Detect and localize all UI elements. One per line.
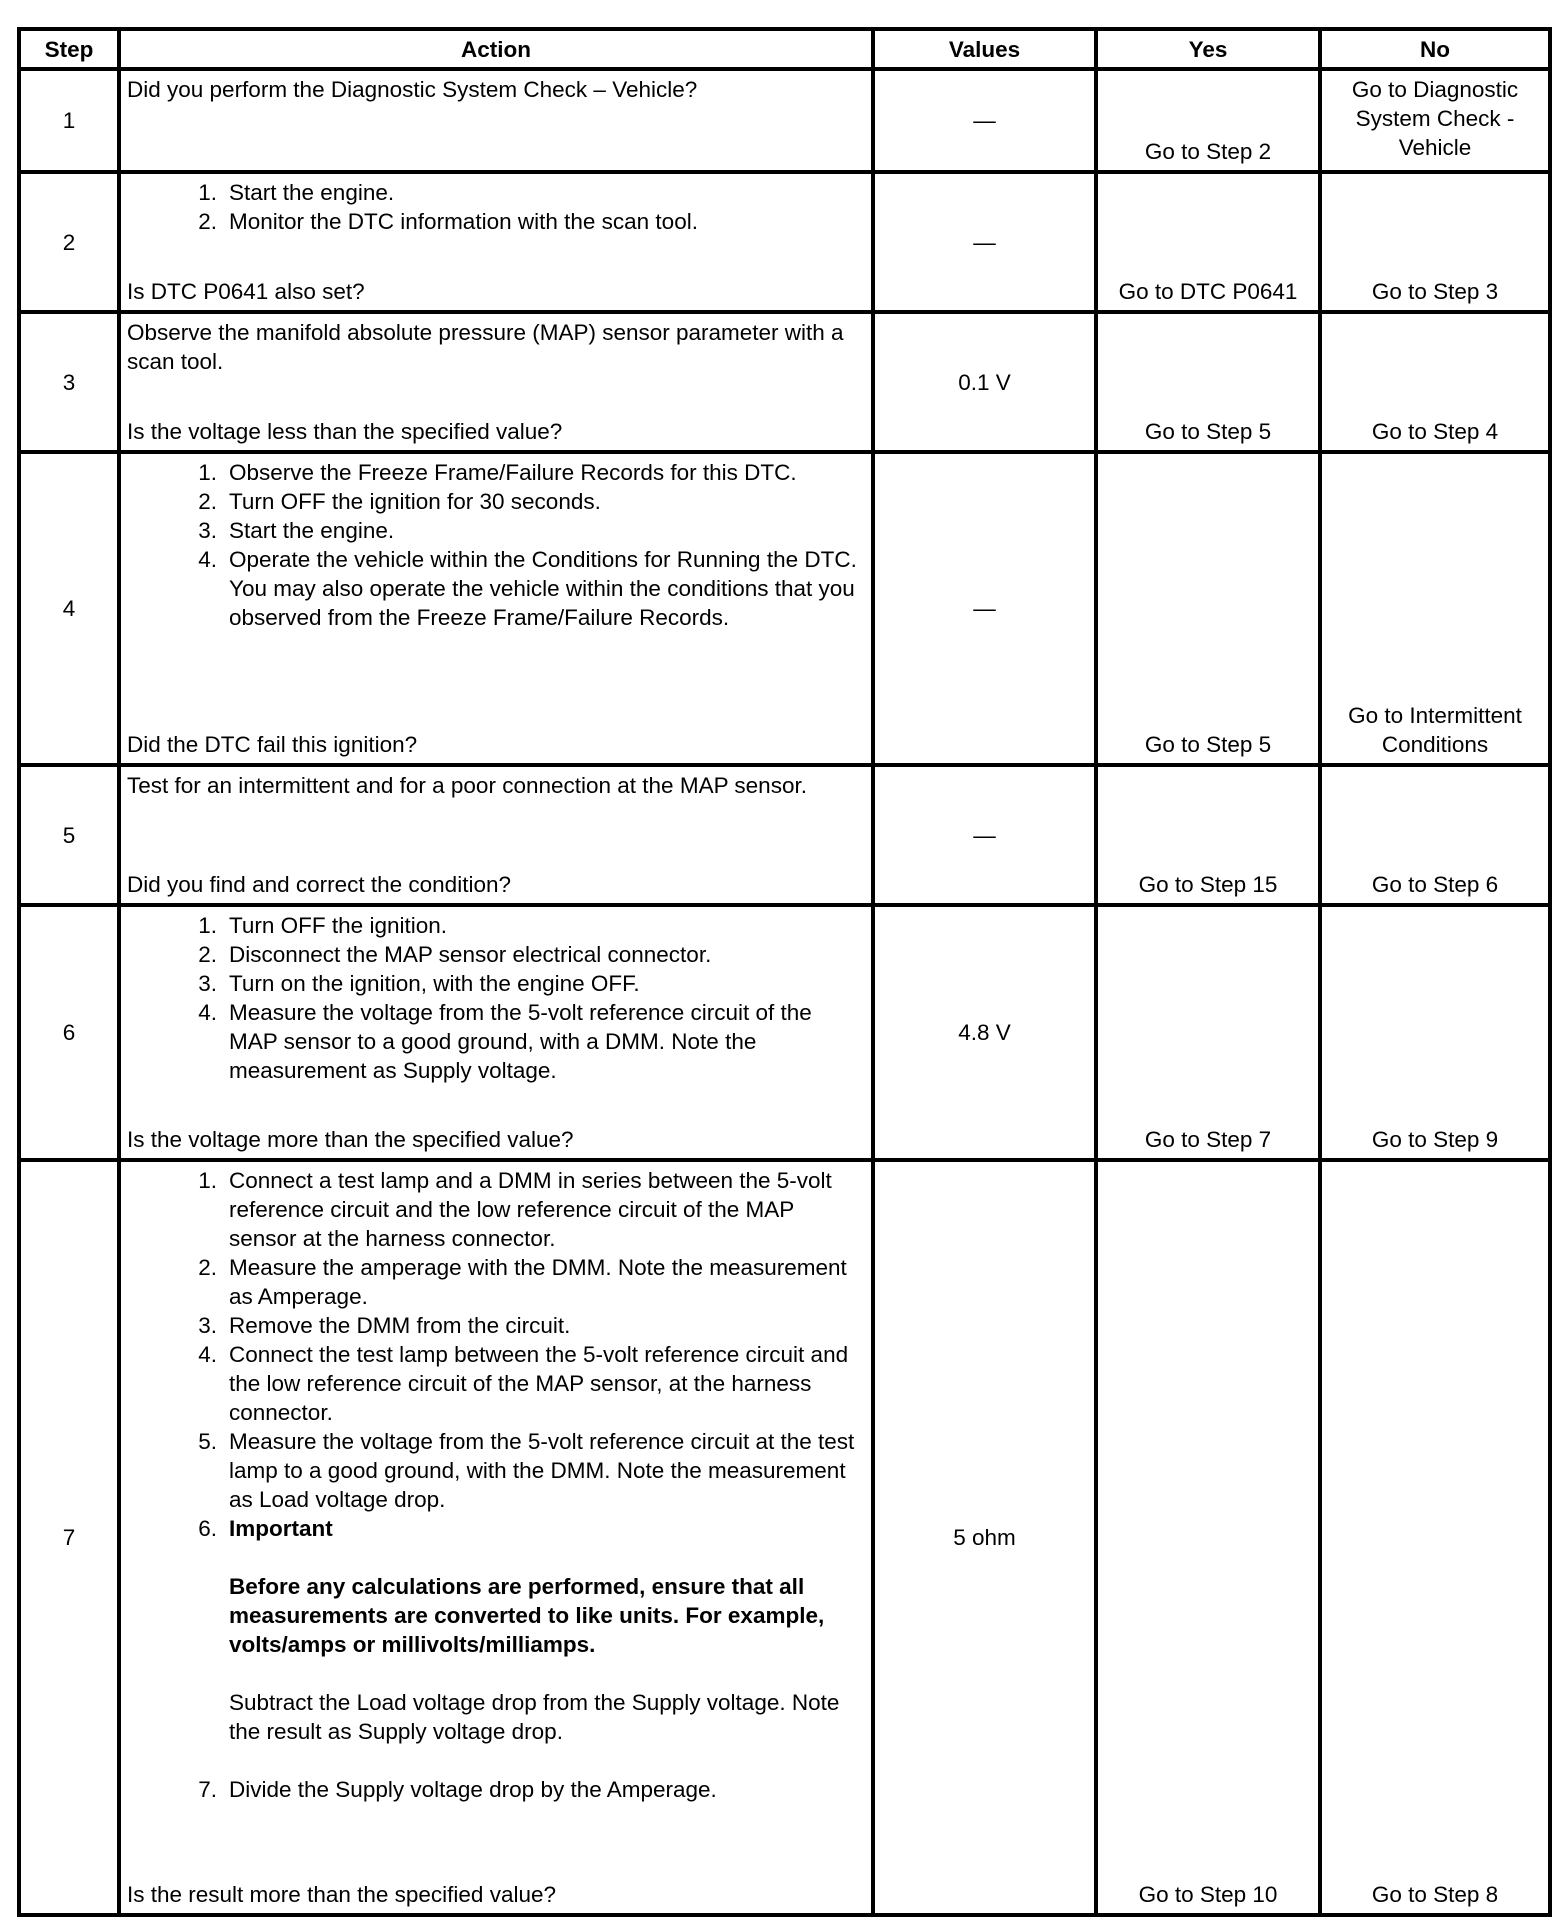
no-cell: Go to Step 6 [1320, 765, 1550, 905]
subtract-note: Subtract the Load voltage drop from the Supply voltage. Note the result as Supply voltage drop. [229, 1690, 840, 1744]
important-note: Before any calculations are performed, ensure that all measurements are converted to like units. For example, volts/amps or millivolts/milliamps. [229, 1574, 825, 1657]
list-item: 1. Start the engine. [198, 180, 395, 205]
action-cell [119, 452, 873, 765]
yes-cell: Go to Step 7 [1096, 905, 1320, 1160]
action-question: Is the voltage more than the specified value? [127, 1127, 574, 1152]
important-label: Important [229, 1516, 333, 1541]
action-cell [119, 765, 873, 905]
yes-cell: Go to Step 10 [1096, 1160, 1320, 1915]
action-question: Is the voltage less than the specified value? [127, 419, 563, 444]
no-cell: Go to Diagnostic System Check - Vehicle [1320, 69, 1550, 172]
no-cell: Go to Step 4 [1320, 312, 1550, 452]
value-cell: — [873, 69, 1096, 172]
no-cell: Go to Step 9 [1320, 905, 1550, 1160]
action-question: Is DTC P0641 also set? [127, 279, 365, 304]
step-number: 5 [19, 765, 119, 905]
table-row [19, 765, 1550, 905]
no-cell: Go to Intermittent Conditions [1320, 452, 1550, 765]
yes-cell: Go to Step 2 [1096, 69, 1320, 172]
header-values: Values [873, 29, 1096, 69]
yes-cell: Go to DTC P0641 [1096, 172, 1320, 312]
diagnostic-table-page [17, 27, 1548, 1917]
value-cell: 4.8 V [873, 905, 1096, 1160]
list-item: 5. Measure the voltage from the 5-volt reference circuit at the test lamp to a good ground, with the DMM. Note the measurement as Load voltage drop. [198, 1429, 855, 1512]
action-cell [119, 312, 873, 452]
step-number: 2 [19, 172, 119, 312]
value-cell: — [873, 452, 1096, 765]
table-row [19, 172, 1550, 312]
action-steps [127, 458, 863, 632]
header-row [19, 29, 1550, 69]
action-text: Observe the manifold absolute pressure (MAP) sensor parameter with a scan tool. [127, 320, 844, 374]
action-steps [127, 178, 863, 236]
list-item: 6. Important Before any calculations are performed, ensure that all measurements are converted to like units. For example, volts/amps or millivolts/milliamps. Subtract the Load voltage drop from the Supply voltage. Note the result as Supply voltage drop. [127, 1514, 863, 1775]
yes-cell: Go to Step 5 [1096, 312, 1320, 452]
step-number: 7 [19, 1160, 119, 1915]
list-item: 1. Observe the Freeze Frame/Failure Records for this DTC. [198, 460, 797, 485]
header-action: Action [119, 29, 873, 69]
yes-cell: Go to Step 5 [1096, 452, 1320, 765]
action-cell [119, 69, 873, 172]
value-cell: — [873, 765, 1096, 905]
action-question: Is the result more than the specified value? [127, 1882, 556, 1907]
action-text: Did you perform the Diagnostic System Check – Vehicle? [127, 77, 698, 102]
list-item: 2. Monitor the DTC information with the scan tool. [198, 209, 698, 234]
header-no: No [1320, 29, 1550, 69]
list-item: 2. Disconnect the MAP sensor electrical connector. [198, 942, 712, 967]
list-item: 2. Measure the amperage with the DMM. Note the measurement as Amperage. [198, 1255, 847, 1309]
list-item: 4. Measure the voltage from the 5-volt reference circuit of the MAP sensor to a good ground, with a DMM. Note the measurement as Supply voltage. [198, 1000, 812, 1083]
action-question: Did the DTC fail this ignition? [127, 732, 418, 757]
step-number: 3 [19, 312, 119, 452]
list-item: 4. Operate the vehicle within the Conditions for Running the DTC. You may also operate the vehicle within the conditions that you observed from the Freeze Frame/Failure Records. [198, 547, 857, 630]
action-text: Test for an intermittent and for a poor connection at the MAP sensor. [127, 773, 807, 798]
action-steps [127, 1166, 863, 1804]
yes-cell: Go to Step 15 [1096, 765, 1320, 905]
list-item: 3. Turn on the ignition, with the engine OFF. [198, 971, 640, 996]
table-row [19, 69, 1550, 172]
value-cell: — [873, 172, 1096, 312]
list-item: 1. Turn OFF the ignition. [198, 913, 448, 938]
list-item: 3. Start the engine. [198, 518, 395, 543]
list-item: 7. Divide the Supply voltage drop by the Amperage. [198, 1777, 717, 1802]
table-row [19, 452, 1550, 765]
list-item: 1. Connect a test lamp and a DMM in series between the 5-volt reference circuit and the low reference circuit of the MAP sensor at the harness connector. [198, 1168, 832, 1251]
table-row [19, 312, 1550, 452]
list-item: 2. Turn OFF the ignition for 30 seconds. [198, 489, 601, 514]
no-cell: Go to Step 8 [1320, 1160, 1550, 1915]
step-number: 4 [19, 452, 119, 765]
action-cell [119, 905, 873, 1160]
action-question: Did you find and correct the condition? [127, 872, 511, 897]
list-item: 3. Remove the DMM from the circuit. [198, 1313, 571, 1338]
step-number: 6 [19, 905, 119, 1160]
value-cell: 5 ohm [873, 1160, 1096, 1915]
value-cell: 0.1 V [873, 312, 1096, 452]
action-cell [119, 1160, 873, 1915]
diagnostic-table [17, 27, 1552, 1917]
table-row [19, 905, 1550, 1160]
list-item: 4. Connect the test lamp between the 5-volt reference circuit and the low reference circuit of the MAP sensor, at the harness connector. [198, 1342, 849, 1425]
action-cell [119, 172, 873, 312]
action-steps [127, 911, 863, 1085]
no-cell: Go to Step 3 [1320, 172, 1550, 312]
table-row [19, 1160, 1550, 1915]
header-yes: Yes [1096, 29, 1320, 69]
header-step: Step [19, 29, 119, 69]
step-number: 1 [19, 69, 119, 172]
